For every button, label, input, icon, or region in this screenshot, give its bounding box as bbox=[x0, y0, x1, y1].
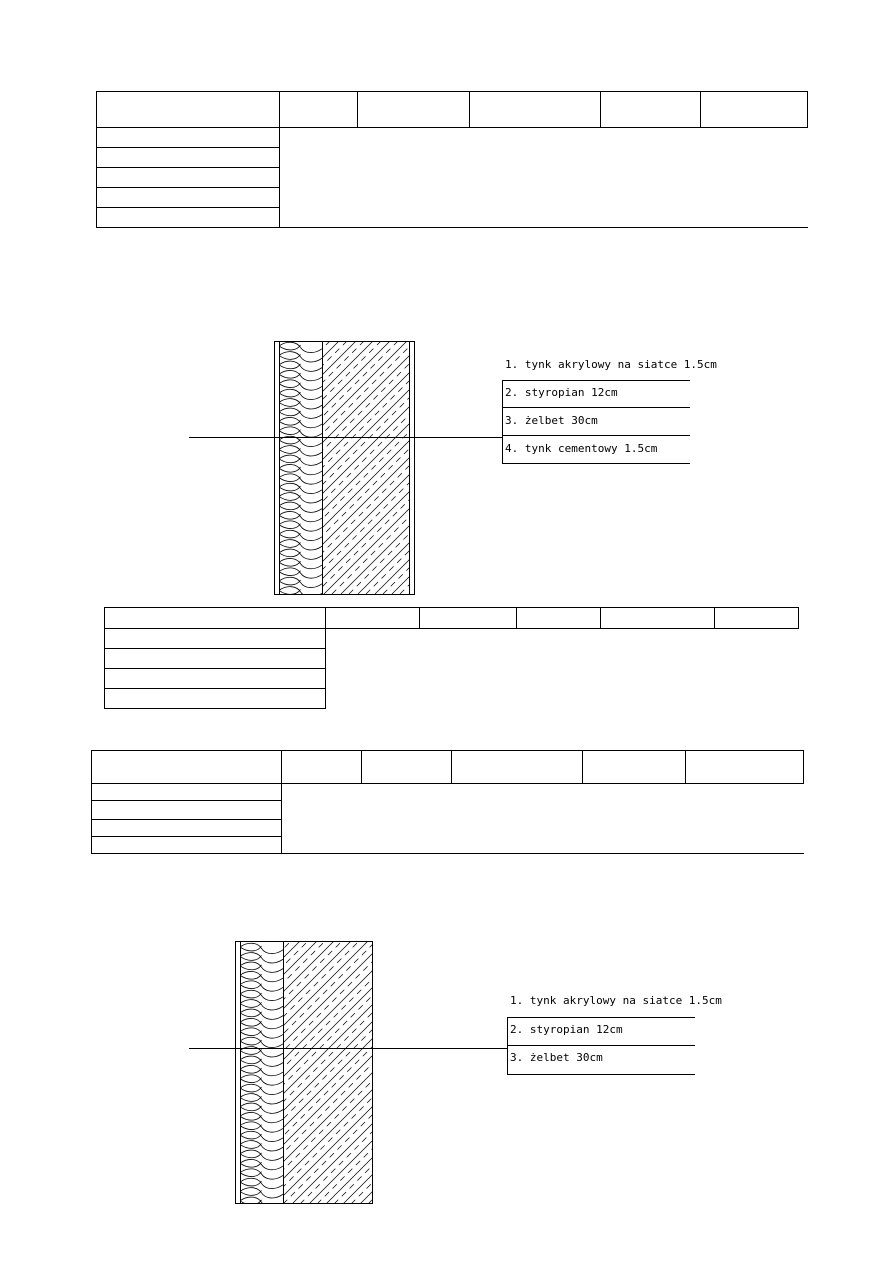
hatch-line bbox=[164, 941, 427, 1204]
insulation-loop bbox=[240, 990, 283, 1000]
insulation-loop bbox=[240, 1141, 283, 1151]
insulation-loop bbox=[279, 587, 322, 597]
insulation-loop bbox=[240, 1103, 283, 1113]
insulation-loop bbox=[240, 1169, 283, 1179]
layer-legend-frame-2 bbox=[505, 1012, 697, 1078]
insulation-loop bbox=[240, 1009, 283, 1019]
hatch-line bbox=[45, 941, 308, 1204]
layer-label: 3. żelbet 30cm bbox=[510, 1051, 603, 1064]
insulation-loop bbox=[240, 953, 283, 963]
insulation-loop bbox=[279, 408, 322, 418]
hatch-line bbox=[232, 941, 495, 1204]
hatch-line bbox=[77, 341, 330, 594]
hatch-line bbox=[171, 341, 424, 594]
insulation-loop bbox=[279, 577, 322, 587]
insulation-loop bbox=[279, 483, 322, 493]
hatch-line bbox=[173, 941, 436, 1204]
hatch-line bbox=[205, 341, 458, 594]
insulation-loop bbox=[240, 1028, 283, 1038]
hatch-line bbox=[181, 941, 444, 1204]
hatch-line bbox=[128, 341, 381, 594]
hatch-line bbox=[156, 941, 419, 1204]
insulation-loop bbox=[240, 981, 283, 991]
layer-legend-frame-1 bbox=[500, 375, 692, 467]
hatch-line bbox=[111, 341, 364, 594]
hatch-line bbox=[139, 941, 402, 1204]
hatch-line bbox=[266, 941, 529, 1204]
wall-section-drawing-1 bbox=[0, 330, 893, 605]
hatch-line bbox=[230, 341, 483, 594]
hatch-line bbox=[94, 341, 347, 594]
insulation-loop bbox=[240, 1112, 283, 1122]
hatch-line bbox=[162, 341, 415, 594]
hatch-line bbox=[62, 941, 325, 1204]
insulation-loop bbox=[240, 1188, 283, 1198]
hatch-line bbox=[275, 941, 538, 1204]
wall-section-drawing-2 bbox=[0, 935, 893, 1210]
insulation-loop bbox=[240, 1037, 283, 1047]
insulation-loop bbox=[279, 521, 322, 531]
layer-label: 2. styropian 12cm bbox=[510, 1023, 623, 1036]
insulation-loop bbox=[279, 549, 322, 559]
insulation-loop bbox=[279, 568, 322, 578]
insulation-loop bbox=[240, 971, 283, 981]
blank-table-1 bbox=[0, 0, 893, 240]
insulation-loop bbox=[279, 389, 322, 399]
hatch-line bbox=[137, 341, 390, 594]
insulation-loop bbox=[279, 342, 322, 352]
layer-label: 1. tynk akrylowy na siatce 1.5cm bbox=[505, 358, 717, 371]
hatch-line bbox=[239, 341, 492, 594]
hatch-line bbox=[190, 941, 453, 1204]
hatch-line bbox=[179, 341, 432, 594]
insulation-loop bbox=[240, 943, 283, 953]
insulation-loop bbox=[240, 1056, 283, 1066]
insulation-loop bbox=[279, 427, 322, 437]
insulation-loop bbox=[279, 446, 322, 456]
blank-table-3 bbox=[0, 745, 893, 860]
insulation-loop bbox=[279, 417, 322, 427]
blank-table-2 bbox=[0, 600, 893, 715]
hatch-line bbox=[213, 341, 466, 594]
insulation-loop bbox=[279, 370, 322, 380]
insulation-loop bbox=[240, 1018, 283, 1028]
hatch-line bbox=[258, 941, 521, 1204]
layer-label: 2. styropian 12cm bbox=[505, 386, 618, 399]
insulation-loop bbox=[240, 962, 283, 972]
insulation-loop bbox=[279, 493, 322, 503]
hatch-line bbox=[86, 341, 339, 594]
insulation-loop bbox=[279, 502, 322, 512]
insulation-loop bbox=[279, 540, 322, 550]
insulation-loop bbox=[279, 511, 322, 521]
hatch-line bbox=[28, 941, 291, 1204]
insulation-loop bbox=[279, 464, 322, 474]
insulation-loop bbox=[240, 1150, 283, 1160]
insulation-loop bbox=[240, 1065, 283, 1075]
hatch-line bbox=[120, 341, 373, 594]
insulation-loop bbox=[279, 474, 322, 484]
insulation-loop bbox=[279, 352, 322, 362]
hatch-line bbox=[113, 941, 376, 1204]
insulation-loop bbox=[279, 530, 322, 540]
insulation-loop bbox=[279, 455, 322, 465]
hatch-line bbox=[105, 941, 368, 1204]
insulation-loop bbox=[240, 1084, 283, 1094]
layer-label: 4. tynk cementowy 1.5cm bbox=[505, 442, 658, 455]
hatch-line bbox=[145, 341, 398, 594]
insulation-loop bbox=[279, 399, 322, 409]
hatch-line bbox=[96, 941, 359, 1204]
hatch-line bbox=[69, 341, 322, 594]
hatch-line bbox=[71, 941, 334, 1204]
insulation-loop bbox=[240, 1075, 283, 1085]
insulation-loop bbox=[279, 361, 322, 371]
insulation-loop bbox=[240, 1000, 283, 1010]
hatch-line bbox=[79, 941, 342, 1204]
hatch-line bbox=[198, 941, 461, 1204]
insulation-loop bbox=[240, 1178, 283, 1188]
hatch-line bbox=[37, 941, 300, 1204]
insulation-loop bbox=[240, 1197, 283, 1207]
hatch-line bbox=[273, 341, 526, 594]
hatch-line bbox=[188, 341, 441, 594]
hatch-line bbox=[88, 941, 351, 1204]
insulation-loop bbox=[240, 1159, 283, 1169]
layer-label: 1. tynk akrylowy na siatce 1.5cm bbox=[510, 994, 722, 1007]
insulation-loop bbox=[240, 1094, 283, 1104]
hatch-line bbox=[122, 941, 385, 1204]
hatch-line bbox=[222, 341, 475, 594]
layer-label: 3. żelbet 30cm bbox=[505, 414, 598, 427]
hatch-line bbox=[249, 941, 512, 1204]
insulation-loop bbox=[279, 380, 322, 390]
insulation-loop bbox=[240, 1131, 283, 1141]
insulation-loop bbox=[279, 558, 322, 568]
hatch-line bbox=[20, 941, 283, 1204]
insulation-loop bbox=[240, 1122, 283, 1132]
